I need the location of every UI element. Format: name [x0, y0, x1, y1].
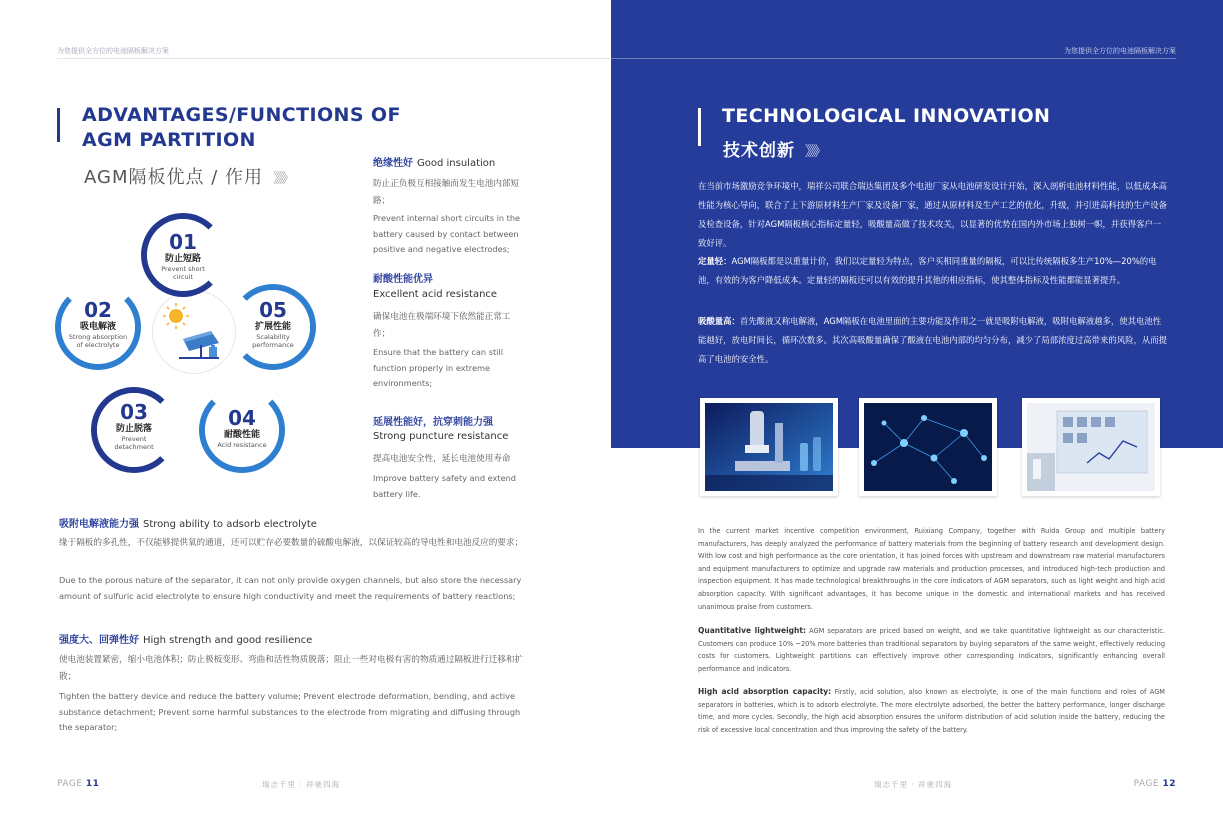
title-accent-bar — [57, 108, 60, 142]
circle-number: 02 — [84, 298, 112, 322]
page-label: PAGE — [57, 779, 83, 789]
lab-photo — [700, 398, 838, 496]
circle-prevent-detachment — [97, 393, 171, 467]
section-text-cn: 防止正负极互相接触而发生电池内部短路； — [373, 179, 520, 206]
circle-label-en: performance — [252, 341, 294, 349]
section-heading — [373, 270, 433, 285]
circle-label-cn: 耐酸性能 — [223, 430, 260, 440]
circle-number: 05 — [259, 298, 287, 322]
paragraph-label: 吸酸量高： — [698, 316, 740, 326]
section-text-en: Prevent internal short circuits in the battery caused by contact between positive and negative electrodes; — [373, 213, 521, 254]
heading-en: High strength and good resilience — [143, 635, 313, 646]
section-text-cn: 缘于隔板的多孔性，不仅能够提供氧的通道，还可以贮存必要数量的硫酸电解液，以保证较高的导电性和电池反应的要求； — [59, 538, 524, 548]
heading-cn: 吸附电解液能力强 — [59, 519, 139, 530]
advantages-diagram — [55, 213, 325, 473]
paragraph-text: AGM隔板都是以重量计价，我们以定量轻为特点，客户买相同重量的隔板，可以比传统隔板多生产10%—20%的电池，有效的为客户降低成本。定量轻的隔板还可以有效的提升其他的相应指标，使其整体指标及性能都能显著提升。 — [698, 256, 1157, 285]
section-text-en: Tighten the battery device and reduce the battery volume; Prevent electrode deformation, bending, and active substance detachment; Prevent some harmful substances to the electrode from migrating and diffusing through the separator; — [59, 691, 521, 732]
header-divider — [611, 58, 1176, 59]
section-text-en: Due to the porous nature of the separator, it can not only provide oxygen channels, but also store the necessary amount of sulfuric acid electrolyte to ensure high conductivity and meet the requirements of battery reactions; — [59, 575, 522, 601]
page-header: 为您提供全方位的电池隔板解决方案 — [57, 47, 169, 55]
circle-label-en: circuit — [173, 273, 193, 281]
heading-en: Strong ability to adsorb electrolyte — [143, 519, 317, 530]
center-circle — [153, 291, 235, 373]
page-label: PAGE — [1133, 779, 1160, 789]
circle-label-cn: 防止脱落 — [115, 424, 152, 434]
heading-cn: 延展性能好，抗穿刺能力强 — [373, 417, 493, 428]
page-number — [1134, 779, 1176, 789]
analytics-photo — [1022, 398, 1160, 496]
acid-absorption-paragraph-en — [698, 686, 1165, 736]
page-subtitle — [84, 163, 292, 189]
molecule-network-image — [864, 403, 992, 491]
molecule-photo — [859, 398, 997, 496]
paragraph-label: High acid absorption capacity: — [698, 687, 832, 696]
circle-number: 03 — [120, 400, 148, 424]
section-heading-en — [373, 431, 508, 442]
circle-label-cn: 吸电解液 — [79, 322, 116, 332]
paragraph-label: Quantitative lightweight: — [698, 626, 806, 635]
intro-paragraph: 在当前市场激励竞争环境中，瑞祥公司联合瑞达集团及多个电池厂家从电池研发设计开始，深入剖析电池材料性能，以低成本高性能为核心导向，联合了上下游原材料生产厂家及设备厂家，通过从原材料及生产工艺的优化，升级，并引进高科技的生产设备及检查设备，针对AGM隔板核心指标定量轻，吸酸量高做了技术攻关，以显著的优势在国内外市场上独树一帜，并获得客户一致好评。 — [698, 181, 1167, 248]
section-text-en: Ensure that the battery can still function properly in extreme environments; — [373, 347, 504, 388]
acid-absorption-paragraph — [698, 312, 1167, 369]
circle-label-en: Scalability — [256, 333, 290, 341]
microscope-image — [705, 403, 833, 491]
circle-number: 01 — [169, 230, 197, 254]
subtitle-text: AGM隔板优点 / 作用 — [84, 167, 263, 188]
circle-label-en: Prevent short — [161, 265, 205, 273]
heading-cn: 耐酸性能优异 — [373, 274, 433, 285]
paragraph-text: 首先酸液又称电解液，AGM隔板在电池里面的主要功能及作用之一就是吸附电解液，吸附电解液越多，使其电池性能越好，放电时间长，循环次数多。其次高吸酸量确保了酸液在电池内部的均匀分布，减少了局部浓度过高带来的风险，从而提高了电池的安全性。 — [698, 316, 1167, 364]
header-divider — [57, 58, 611, 59]
section-text-cn: 使电池装置紧密，缩小电池体积；防止极板变形、弯曲和活性物质脱落；阻止一些对电极有害的物质通过隔板进行迁移和扩散； — [59, 655, 524, 682]
title-line-2: AGM PARTITION — [82, 129, 256, 151]
title-accent-bar — [698, 108, 701, 146]
page-subtitle — [723, 136, 824, 161]
circle-prevent-short-circuit — [147, 219, 219, 291]
heading-en: Excellent acid resistance — [373, 289, 498, 300]
lightweight-paragraph-en — [698, 625, 1165, 675]
page-num: 12 — [1162, 779, 1176, 789]
section-heading-en — [373, 289, 497, 300]
circle-label-en: Prevent — [121, 435, 147, 443]
section-heading — [59, 631, 312, 646]
circle-label-en: detachment — [114, 443, 154, 451]
circle-label-cn: 扩展性能 — [254, 322, 291, 332]
section-heading — [373, 154, 495, 169]
section-text-cn: 提高电池安全性，延长电池使用寿命 — [373, 454, 511, 464]
circle-scalability — [236, 290, 310, 364]
circle-acid-resistance — [205, 393, 279, 467]
section-text-cn: 确保电池在极端环境下依然能正常工作； — [373, 312, 511, 339]
circle-number: 04 — [228, 406, 256, 430]
heading-cn: 绝缘性好 — [373, 158, 413, 169]
section-text-en: Improve battery safety and extend battery life. — [373, 473, 516, 499]
circle-label-en: of electrolyte — [76, 341, 120, 349]
analytics-dashboard-image — [1027, 403, 1155, 491]
heading-en: Strong puncture resistance — [373, 431, 509, 442]
page-num: 11 — [85, 779, 100, 789]
section-heading — [373, 413, 493, 428]
paragraph-text: AGM separators are priced based on weight, and we take quantitative lightweight as our characteristic. Customers can produce 10% ~20% more batteries than traditional separators by buying separators of the same weight, effectively reducing costs for customers. Lightweight partitions can effectively improve other corresponding indicators, significantly enhancing overall performance and indicators. — [698, 627, 1165, 673]
paragraph-label: 定量轻： — [698, 256, 732, 266]
page-header: 为您提供全方位的电池隔板解决方案 — [1064, 47, 1176, 55]
subtitle-text: 技术创新 — [723, 141, 795, 161]
page-title: TECHNOLOGICAL INNOVATION — [722, 105, 1051, 127]
section-heading — [59, 515, 317, 530]
footer-slogan: 瑞志千里 · 祥驰四海 — [262, 780, 341, 789]
circle-label-en: Acid resistance — [217, 441, 267, 449]
right-page — [611, 0, 1223, 830]
lightweight-paragraph — [698, 252, 1167, 290]
heading-en: Good insulation — [417, 158, 496, 169]
page-title — [82, 103, 401, 153]
chevron-right-icon: 》》》 — [805, 144, 824, 160]
title-line-1: ADVANTAGES/FUNCTIONS OF — [82, 104, 401, 126]
paragraph-text: Firstly, acid solution, also known as electrolyte, is one of the main functions and roles of AGM separators in batteries, which is to adsorb electrolyte. The more electrolyte adsorbed, the better the battery performance, longer discharge time, and more cycles. Secondly, the high acid absorption ensures the uniform distribution of acid solution inside the battery, reducing the risk of excessive local concentration and thus improving the safety of the battery. — [698, 688, 1165, 734]
solar-panel-icon — [153, 291, 235, 373]
page-number — [57, 779, 99, 789]
left-page — [0, 0, 611, 830]
intro-paragraph-en: In the current market incentive competition environment, Ruixiang Company, together with Ruida Group and multiple battery manufacturers, has deeply analyzed the performance of battery materials from the beginning of battery research and development design. With low cost and high performance as the core orientation, it has joined forces with upstream and downstream raw material manufacturers and equipment manufacturers to optimize and upgrade raw materials and production processes, and introduced high-tech production and inspection equipment. It has made technological breakthroughs in the core indicators of AGM separators, such as light weight and high acid absorption capacity. With significant advantages, it has become unique in the domestic and international markets and has received unanimous praise from customers. — [698, 527, 1165, 611]
circle-label-cn: 防止短路 — [164, 254, 201, 264]
circle-label-en: Strong absorption — [68, 333, 128, 341]
heading-cn: 强度大、回弹性好 — [59, 635, 139, 646]
chevron-right-icon: 》》》 — [272, 171, 292, 187]
footer-slogan: 瑞志千里 · 祥驰四海 — [874, 780, 953, 789]
circle-absorb-electrolyte — [61, 290, 135, 364]
